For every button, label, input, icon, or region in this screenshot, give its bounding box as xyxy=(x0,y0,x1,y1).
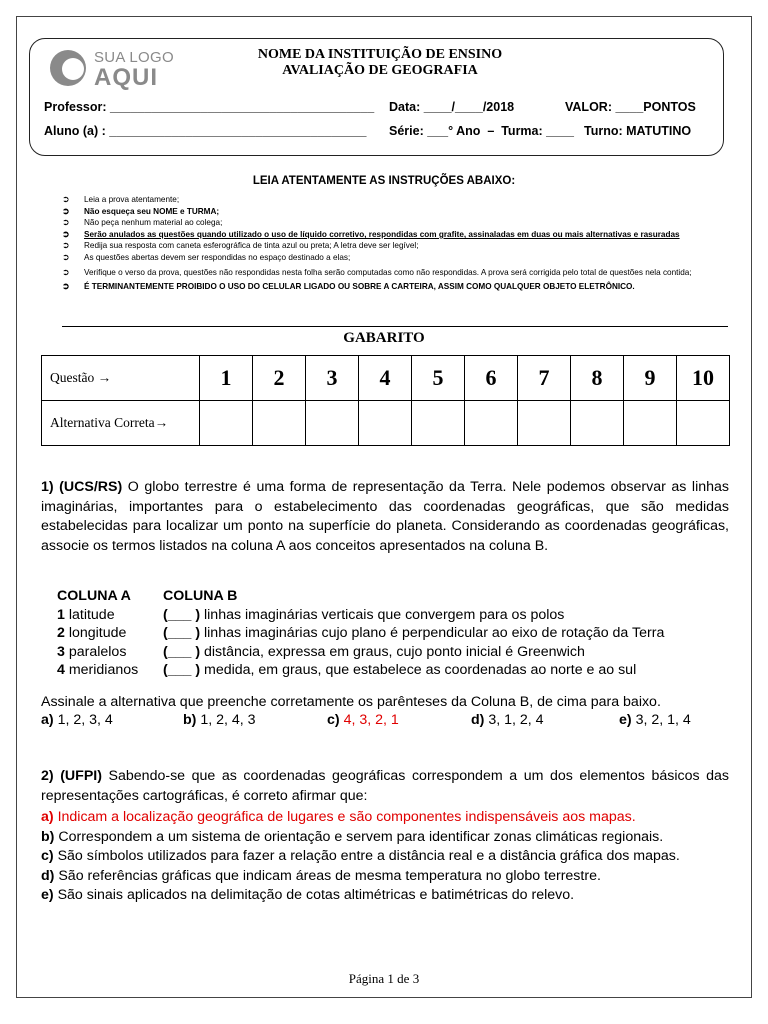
question-2-tag: 2) (UFPI) xyxy=(41,768,102,784)
instructions-title: LEIA ATENTAMENTE AS INSTRUÇÕES ABAIXO: xyxy=(252,175,516,187)
arrow-icon: ➲ xyxy=(62,205,70,216)
alternative-d[interactable]: d) 3, 1, 2, 4 xyxy=(471,712,544,728)
column-b-item: (___ ) medida, em graus, que estabelece as coordenadas ao norte e ao sul xyxy=(163,662,637,679)
answer-blank[interactable]: (___ ) xyxy=(163,625,201,642)
question-number: 7 xyxy=(518,356,571,401)
grade-class-field[interactable]: Série: ___° Ano – Turma: ____ xyxy=(389,124,574,138)
question-1-tag: 1) (UCS/RS) xyxy=(41,479,123,495)
answer-cell[interactable] xyxy=(253,401,306,446)
instruction-item: ➲ Redija sua resposta com caneta esferográfica de tinta azul ou preta; A letra deve ser legível; xyxy=(62,240,419,251)
question-number: 8 xyxy=(571,356,624,401)
answer-cell[interactable] xyxy=(306,401,359,446)
q2-alternative-e[interactable]: e) São sinais aplicados na delimitação de cotas altimétricas e batimétricas do relevo. xyxy=(41,887,575,903)
value-field[interactable]: VALOR: ____PONTOS xyxy=(565,100,696,114)
question-number: 1 xyxy=(200,356,253,401)
logo-top-text: SUA LOGO xyxy=(94,49,174,66)
arrow-icon: ➲ xyxy=(62,228,70,239)
column-a xyxy=(57,587,138,680)
answer-row-label: Alternativa Correta→ xyxy=(42,401,200,446)
column-b-item: (___ ) linhas imaginárias cujo plano é perpendicular ao eixo de rotação da Terra xyxy=(163,625,665,642)
arrow-icon: ➲ xyxy=(62,240,70,251)
column-b-title: COLUNA B xyxy=(163,588,238,604)
column-a-item: 4 meridianos xyxy=(57,662,139,679)
shift-field: Turno: MATUTINO xyxy=(584,124,692,138)
question-number: 2 xyxy=(253,356,306,401)
logo-bottom-text: AQUI xyxy=(94,64,158,91)
answer-blank[interactable]: (___ ) xyxy=(163,662,201,679)
question-1-alternatives xyxy=(41,712,731,732)
arrow-icon: ➲ xyxy=(62,280,70,291)
alternative-b[interactable]: b) 1, 2, 4, 3 xyxy=(183,712,256,728)
instruction-item: ➲ É TERMINANTEMENTE PROIBIDO O USO DO CELULAR LIGADO OU SOBRE A CARTEIRA, ASSIM COMO QUALQUER OBJETO ELETRÔNICO. xyxy=(62,280,635,291)
answer-key-title: GABARITO xyxy=(343,330,425,346)
q2-alternative-b[interactable]: b) Correspondem a um sistema de orientação e servem para identificar zonas climáticas regionais. xyxy=(41,828,664,845)
answer-cell[interactable] xyxy=(200,401,253,446)
q2-alternative-d[interactable]: d) São referências gráficas que indicam áreas de mesma temperatura no globo terrestre. xyxy=(41,867,601,884)
answer-blank[interactable]: (___ ) xyxy=(163,643,201,660)
logo xyxy=(50,46,180,92)
question-1-text: 1) (UCS/RS) O globo terrestre é uma forma de representação da Terra. Nele podemos observar as linhas imaginárias, importantes para o estabelecimento das coordenadas geográficas, que são medidas estabelecidas para localizar um ponto na superfície do planeta. Considerando as coordenadas geográficas, associe os termos listados na coluna A aos conceitos apresentados na coluna B. xyxy=(41,479,729,554)
answer-cell[interactable] xyxy=(624,401,677,446)
answer-cell[interactable] xyxy=(359,401,412,446)
arrow-icon: ➲ xyxy=(62,266,70,277)
institution-header xyxy=(200,47,560,79)
professor-field[interactable]: Professor: ______________________________________ xyxy=(44,100,375,114)
logo-icon xyxy=(50,50,86,86)
table-row xyxy=(42,356,730,401)
question-2-text: 2) (UFPI) Sabendo-se que as coordenadas geográficas correspondem a um dos elementos básicos das representações cartográficas, é correto afirmar que: xyxy=(41,768,730,804)
column-a-item: 2 longitude xyxy=(57,625,127,642)
instruction-item: ➲ Serão anulados as questões quando utilizado o uso de líquido corretivo, respondidas com grafite, assinaladas em duas ou mais alternativas e rasuradas xyxy=(62,228,680,239)
arrow-icon: ➲ xyxy=(62,251,70,262)
page-footer: Página 1 de 3 xyxy=(348,971,420,986)
question-number: 9 xyxy=(624,356,677,401)
instructions-list xyxy=(62,194,734,292)
question-2-alternatives xyxy=(41,808,729,906)
instruction-item: ➲ Verifique o verso da prova, questões não respondidas nesta folha serão computadas como não respondidas. A prova será corrigida pelo total de questões nela contida; xyxy=(62,264,734,281)
q2-alternative-c[interactable]: c) São símbolos utilizados para fazer a relação entre a distância real e a distância gráfica dos mapas. xyxy=(41,848,680,864)
answer-cell[interactable] xyxy=(465,401,518,446)
alternative-a[interactable]: a) 1, 2, 3, 4 xyxy=(41,712,113,728)
arrow-icon: ➲ xyxy=(62,217,70,228)
instruction-item: ➲ Leia a prova atentamente; xyxy=(62,194,180,204)
question-number: 4 xyxy=(359,356,412,401)
column-a-item: 3 paralelos xyxy=(57,643,127,660)
question-1-prompt: Assinale a alternativa que preenche corretamente os parênteses da Coluna B, de cima para baixo. xyxy=(41,694,661,710)
student-field[interactable]: Aluno (a) : _____________________________________ xyxy=(44,124,367,138)
separator-line xyxy=(62,326,728,327)
arrow-icon: ➲ xyxy=(62,194,70,204)
answer-cell[interactable] xyxy=(677,401,730,446)
alternative-e[interactable]: e) 3, 2, 1, 4 xyxy=(619,712,691,728)
alternative-c[interactable]: c) 4, 3, 2, 1 xyxy=(327,712,399,728)
q2-alternative-a[interactable]: a) Indicam a localização geográfica de lugares e são componentes indispensáveis aos mapas. xyxy=(41,809,636,825)
question-number: 5 xyxy=(412,356,465,401)
date-field[interactable]: Data: ____/____/2018 xyxy=(389,100,515,114)
instruction-item: ➲ Não peça nenhum material ao colega; xyxy=(62,217,223,228)
answer-blank[interactable]: (___ ) xyxy=(163,606,201,623)
answer-cell[interactable] xyxy=(518,401,571,446)
question-number: 6 xyxy=(465,356,518,401)
answer-cell[interactable] xyxy=(412,401,465,446)
question-number: 3 xyxy=(306,356,359,401)
column-a-title: COLUNA A xyxy=(57,588,131,604)
column-a-item: 1 latitude xyxy=(57,606,115,623)
exam-title: AVALIAÇÃO DE GEOGRAFIA xyxy=(282,63,478,78)
question-row-label: Questão → xyxy=(42,356,200,401)
answer-cell[interactable] xyxy=(571,401,624,446)
instruction-item: ➲ As questões abertas devem ser respondidas no espaço destinado a elas; xyxy=(62,251,351,262)
column-b-item: (___ ) linhas imaginárias verticais que convergem para os polos xyxy=(163,606,565,623)
institution-name: NOME DA INSTITUIÇÃO DE ENSINO xyxy=(257,47,503,62)
answer-key-table xyxy=(41,355,730,446)
column-b-item: (___ ) distância, expressa em graus, cujo ponto inicial é Greenwich xyxy=(163,643,585,660)
table-row xyxy=(42,401,730,446)
instruction-item: ➲ Não esqueça seu NOME e TURMA; xyxy=(62,205,220,216)
column-b xyxy=(163,587,664,680)
question-number: 10 xyxy=(677,356,730,401)
